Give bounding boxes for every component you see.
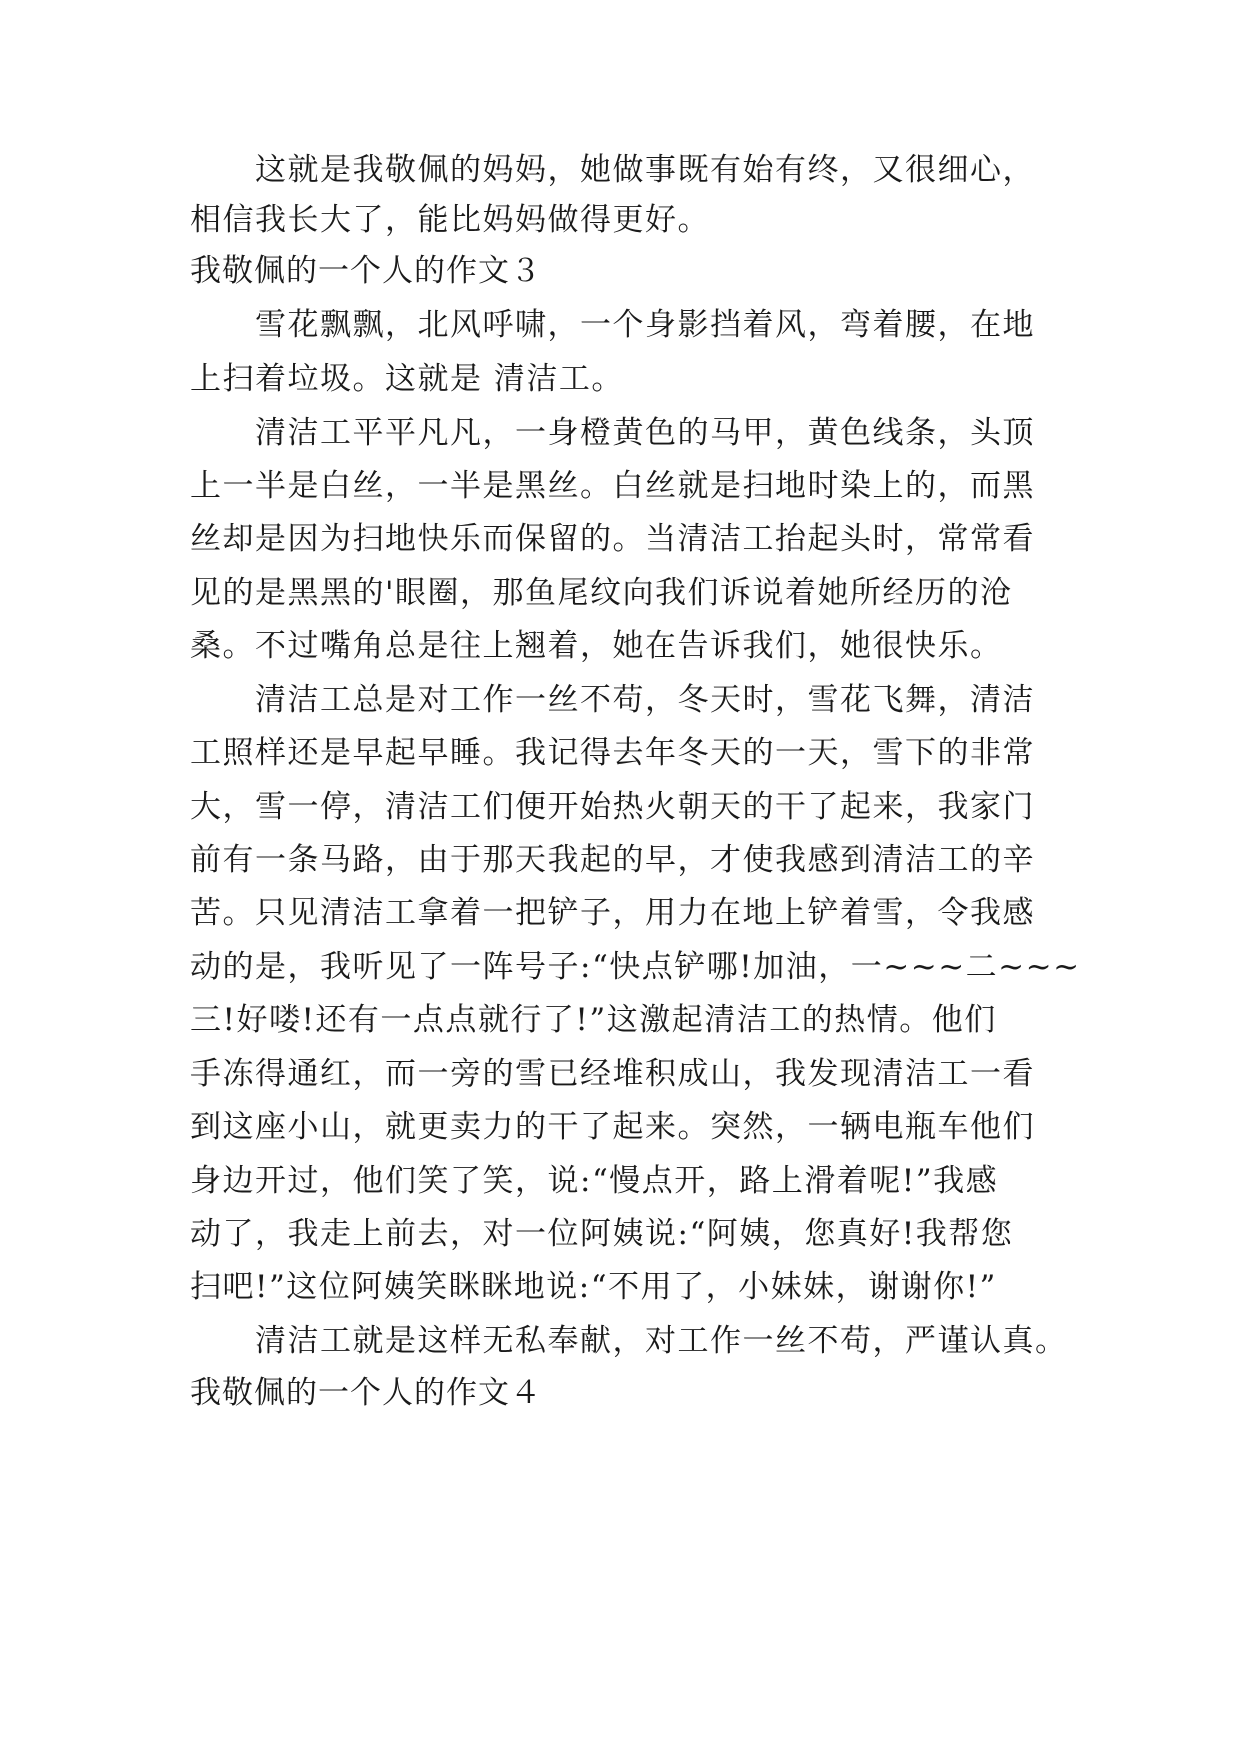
paragraph-line: 相信我长大了，能比妈妈做得更好。 <box>190 202 710 238</box>
paragraph-line: 上一半是白丝，一半是黑丝。白丝就是扫地时染上的，而黑 <box>190 468 1035 504</box>
section-heading: 我敬佩的一个人的作文４ <box>190 1375 542 1411</box>
paragraph-line: 上扫着垃圾。这就是 清洁工。 <box>190 361 624 397</box>
paragraph-line: 见的是黑黑的'眼圈，那鱼尾纹向我们诉说着她所经历的沧 <box>190 575 1013 611</box>
paragraph-line: 身边开过，他们笑了笑，说:“慢点开，路上滑着呢!”我感 <box>190 1163 999 1199</box>
paragraph-line: 清洁工就是这样无私奉献，对工作一丝不苟，严谨认真。 <box>255 1323 1068 1359</box>
paragraph-line: 到这座小山，就更卖力的干了起来。突然，一辆电瓶车他们 <box>190 1109 1035 1145</box>
paragraph-line: 工照样还是早起早睡。我记得去年冬天的一天，雪下的非常 <box>190 735 1035 771</box>
paragraph-line: 苦。只见清洁工拿着一把铲子，用力在地上铲着雪，令我感 <box>190 895 1035 931</box>
paragraph-line: 清洁工总是对工作一丝不苟，冬天时，雪花飞舞，清洁 <box>255 682 1035 718</box>
paragraph-line: 动的是，我听见了一阵号子:“快点铲哪!加油，一~~~二~~~ <box>190 949 1081 985</box>
paragraph-line: 这就是我敬佩的妈妈，她做事既有始有终，又很细心， <box>255 152 1035 188</box>
paragraph-line: 前有一条马路，由于那天我起的早，才使我感到清洁工的辛 <box>190 842 1035 878</box>
paragraph-line: 三!好喽!还有一点点就行了!”这激起清洁工的热情。他们 <box>190 1002 997 1038</box>
paragraph-line: 动了，我走上前去，对一位阿姨说:“阿姨，您真好!我帮您 <box>190 1216 1014 1252</box>
paragraph-line: 丝却是因为扫地快乐而保留的。当清洁工抬起头时，常常看 <box>190 521 1035 557</box>
paragraph-line: 桑。不过嘴角总是往上翘着，她在告诉我们，她很快乐。 <box>190 628 1003 664</box>
paragraph-line: 手冻得通红，而一旁的雪已经堆积成山，我发现清洁工一看 <box>190 1056 1035 1092</box>
paragraph-line: 大，雪一停，清洁工们便开始热火朝天的干了起来，我家门 <box>190 789 1035 825</box>
paragraph-line: 扫吧!”这位阿姨笑眯眯地说:“不用了，小妹妹，谢谢你!” <box>190 1269 997 1305</box>
paragraph-line: 雪花飘飘，北风呼啸，一个身影挡着风，弯着腰，在地 <box>255 307 1035 343</box>
paragraph-line: 清洁工平平凡凡，一身橙黄色的马甲，黄色线条，头顶 <box>255 415 1035 451</box>
section-heading: 我敬佩的一个人的作文３ <box>190 253 542 289</box>
